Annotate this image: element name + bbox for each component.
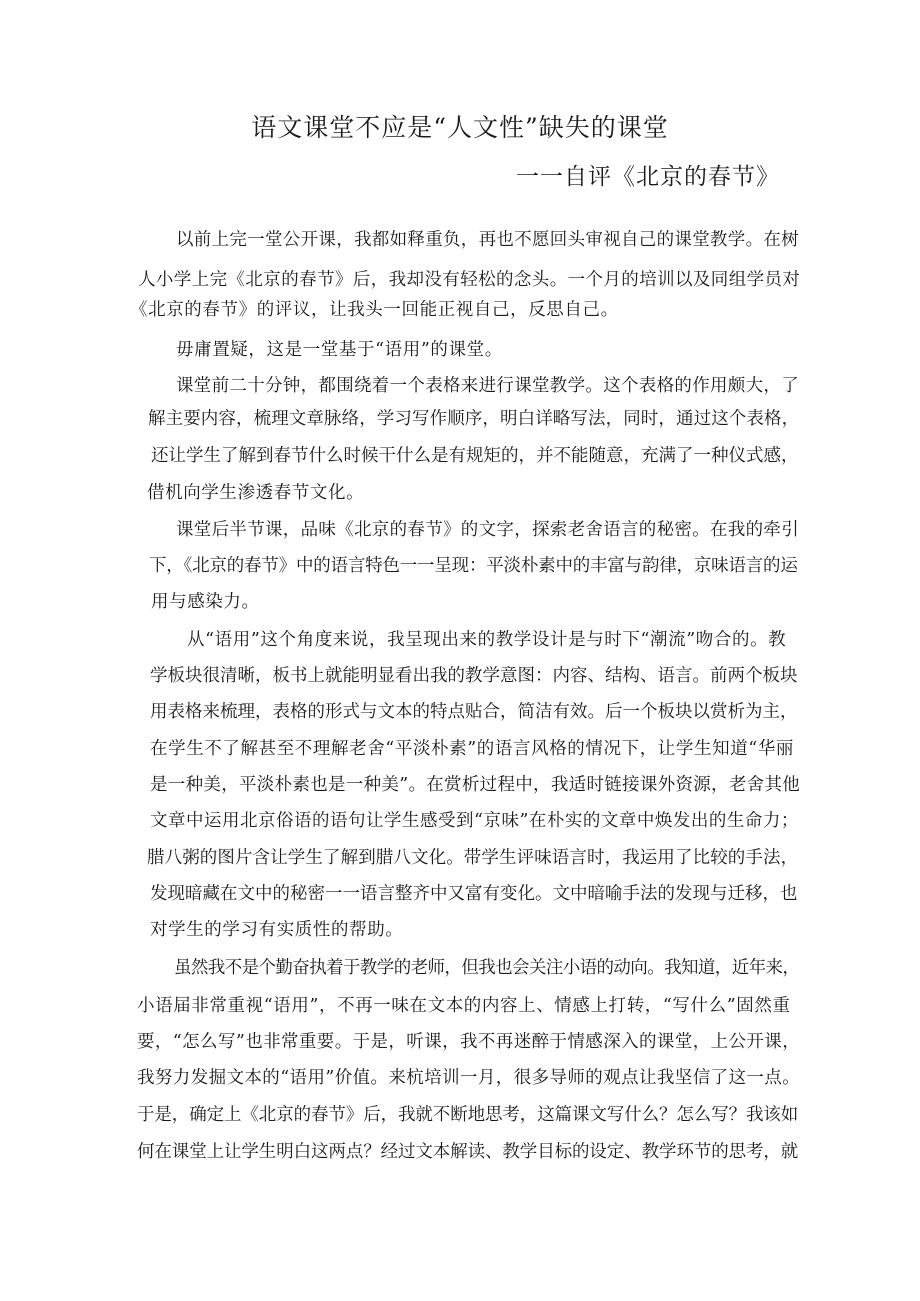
text-line: 下，《北京的春节》中的语言特色一一呈现：平淡朴素中的丰富与韵律，京味语言的运 bbox=[149, 556, 798, 576]
text-line: 用与感染力。 bbox=[151, 592, 260, 612]
text-line: 小语届非常重视“语用”，不再一味在文本的内容上、情感上打转，“写什么”固然重 bbox=[137, 996, 791, 1016]
text-line: 在学生不了解甚至不理解老舍“平淡朴素”的语言风格的情况下，让学生知道“华丽 bbox=[150, 739, 795, 759]
text-line: 毋庸置疑，这是一堂基于“语用”的课堂。 bbox=[176, 340, 503, 360]
text-line: 要，“怎么写”也非常重要。于是，听课，我不再迷醉于情感深入的课堂，上公开课， bbox=[137, 1032, 801, 1052]
document-title: 语文课堂不应是“人文性”缺失的课堂 bbox=[251, 113, 669, 142]
text-line: 从“语用”这个角度来说，我呈现出来的教学设计是与时下“潮流”吻合的。教 bbox=[187, 630, 787, 650]
text-line: 虽然我不是个勤奋执着于教学的老师，但我也会关注小语的动向。我知道，近年来， bbox=[174, 958, 800, 978]
text-line: 用表格来梳理，表格的形式与文本的特点贴合，简洁有效。后一个板块以赏析为主， bbox=[150, 702, 798, 722]
text-line: 对学生的学习有实质性的帮助。 bbox=[150, 920, 404, 940]
text-line: 腊八粥的图片含让学生了解到腊八文化。带学生评味语言时，我运用了比较的手法， bbox=[147, 848, 799, 868]
text-line: 何在课堂上让学生明白这两点？经过文本解读、教学目标的设定、教学环节的思考，就 bbox=[137, 1142, 799, 1162]
document-subtitle: 一一自评《北京的春节》 bbox=[516, 164, 780, 190]
text-line: 课堂后半节课，品味《北京的春节》的文字，探索老舍语言的秘密。在我的牵引 bbox=[176, 520, 799, 540]
text-line: 以前上完一堂公开课，我都如释重负，再也不愿回头审视自己的课堂教学。在树 bbox=[176, 230, 799, 250]
text-line: 是一种美，平淡朴素也是一种美”。在赏析过程中，我适时链接课外资源，老舍其他 bbox=[150, 775, 801, 795]
text-line: 解主要内容，梳理文章脉络，学习写作顺序，明白详略写法，同时，通过这个表格， bbox=[148, 409, 800, 429]
text-line: 还让学生了解到春节什么时候干什么是有规矩的，并不能随意，充满了一种仪式感， bbox=[151, 446, 799, 466]
text-line: 课堂前二十分钟，都围绕着一个表格来进行课堂教学。这个表格的作用颇大，了 bbox=[176, 376, 799, 396]
text-line: 文章中运用北京俗语的语句让学生感受到“京味”在朴实的文章中焕发出的生命力； bbox=[150, 811, 799, 831]
text-line: 借机向学生渗透春节文化。 bbox=[147, 483, 365, 503]
text-line: 学板块很清晰，板书上就能明显看出我的教学意图：内容、结构、语言。前两个板块 bbox=[150, 666, 798, 686]
text-line: 于是，确定上《北京的春节》后，我就不断地思考，这篇课文写什么？怎么写？我该如 bbox=[137, 1105, 799, 1125]
text-line: 人小学上完《北京的春节》后，我却没有轻松的念头。一个月的培训以及同组学员对 bbox=[138, 270, 801, 290]
text-line: 发现暗藏在文中的秘密一一语言整齐中又富有变化。文中暗喻手法的发现与迁移，也 bbox=[150, 884, 798, 904]
text-line: 《北京的春节》的评议，让我头一回能正视自己，反思自己。 bbox=[130, 300, 619, 320]
text-line: 我努力发掘文本的“语用”价值。来杭培训一月，很多导师的观点让我坚信了这一点。 bbox=[137, 1068, 801, 1088]
